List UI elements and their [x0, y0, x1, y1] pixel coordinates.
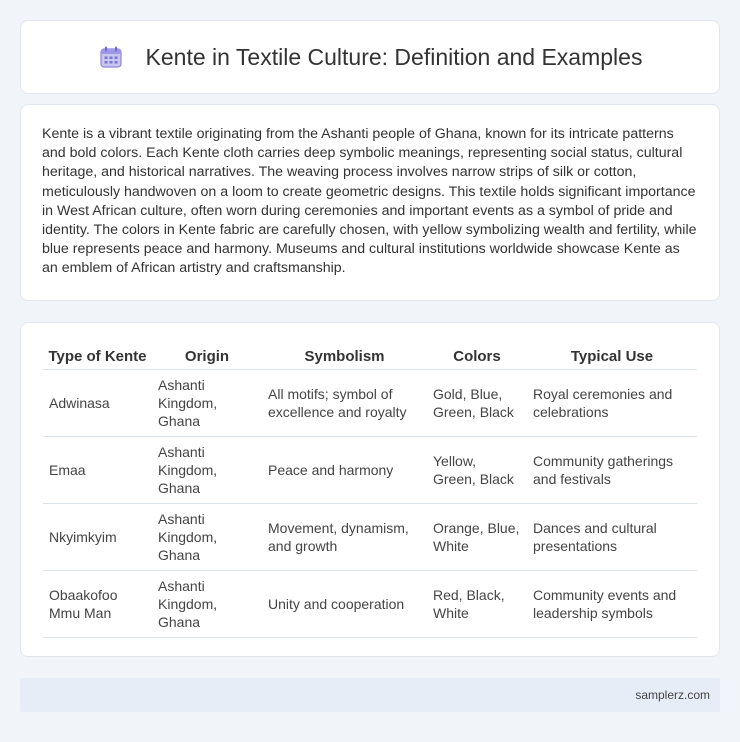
- column-header-origin: Origin: [184, 348, 230, 366]
- page-title: Kente in Textile Culture: Definition and Examples: [145, 43, 643, 70]
- cell-origin: Ashanti Kingdom, Ghana: [152, 369, 262, 436]
- cell-typical-use: Dances and cultural presentations: [527, 503, 697, 570]
- column-header-colors: Colors: [453, 348, 501, 366]
- table-row: [43, 503, 697, 570]
- cell-colors: Orange, Blue, White: [427, 503, 527, 570]
- cell-colors: Gold, Blue, Green, Black: [427, 369, 527, 436]
- intro-card: [20, 104, 720, 301]
- cell-origin: Ashanti Kingdom, Ghana: [152, 503, 262, 570]
- calendar-icon: [98, 44, 124, 70]
- table-row: [43, 570, 697, 637]
- cell-type: Emaa: [43, 436, 152, 503]
- table-header-row: [43, 345, 697, 369]
- table-row: [43, 369, 697, 436]
- footer-bar: [20, 678, 720, 712]
- cell-origin: Ashanti Kingdom, Ghana: [152, 436, 262, 503]
- table-row: [43, 436, 697, 503]
- cell-type: Obaakofoo Mmu Man: [43, 570, 152, 637]
- cell-typical-use: Community gatherings and festivals: [527, 436, 697, 503]
- column-header-symbolism: Symbolism: [304, 348, 385, 366]
- cell-symbolism: Unity and cooperation: [262, 570, 427, 637]
- cell-symbolism: Movement, dynamism, and growth: [262, 503, 427, 570]
- cell-symbolism: Peace and harmony: [262, 436, 427, 503]
- table-card: [20, 322, 720, 657]
- column-header-typical-use: Typical Use: [570, 348, 654, 366]
- cell-typical-use: Community events and leadership symbols: [527, 570, 697, 637]
- cell-symbolism: All motifs; symbol of excellence and royalty: [262, 369, 427, 436]
- cell-type: Nkyimkyim: [43, 503, 152, 570]
- cell-typical-use: Royal ceremonies and celebrations: [527, 369, 697, 436]
- column-header-type: Type of Kente: [48, 348, 147, 366]
- cell-colors: Red, Black, White: [427, 570, 527, 637]
- intro-paragraph: Kente is a vibrant textile originating from the Ashanti people of Ghana, known for its intricate patterns and bold colors. Each Kente cloth carries deep symbolic meanings, representing social status, cultural heritage, and historical narratives. The weaving process involves narrow strips of silk or cotton, meticulously handwoven on a loom to create geometric designs. This textile holds significant importance in West African culture, often worn during ceremonies and important events as a symbol of pride and identity. The colors in Kente fabric are carefully chosen, with yellow symbolizing wealth and fertility, while blue represents peace and harmony. Museums and cultural institutions worldwide showcase Kente as an emblem of African artistry and craftsmanship.: [42, 126, 697, 277]
- footer-source: samplerz.com: [635, 688, 710, 702]
- cell-type: Adwinasa: [43, 369, 152, 436]
- kente-table: [43, 345, 697, 638]
- cell-origin: Ashanti Kingdom, Ghana: [152, 570, 262, 637]
- title-card: [20, 20, 720, 94]
- cell-colors: Yellow, Green, Black: [427, 436, 527, 503]
